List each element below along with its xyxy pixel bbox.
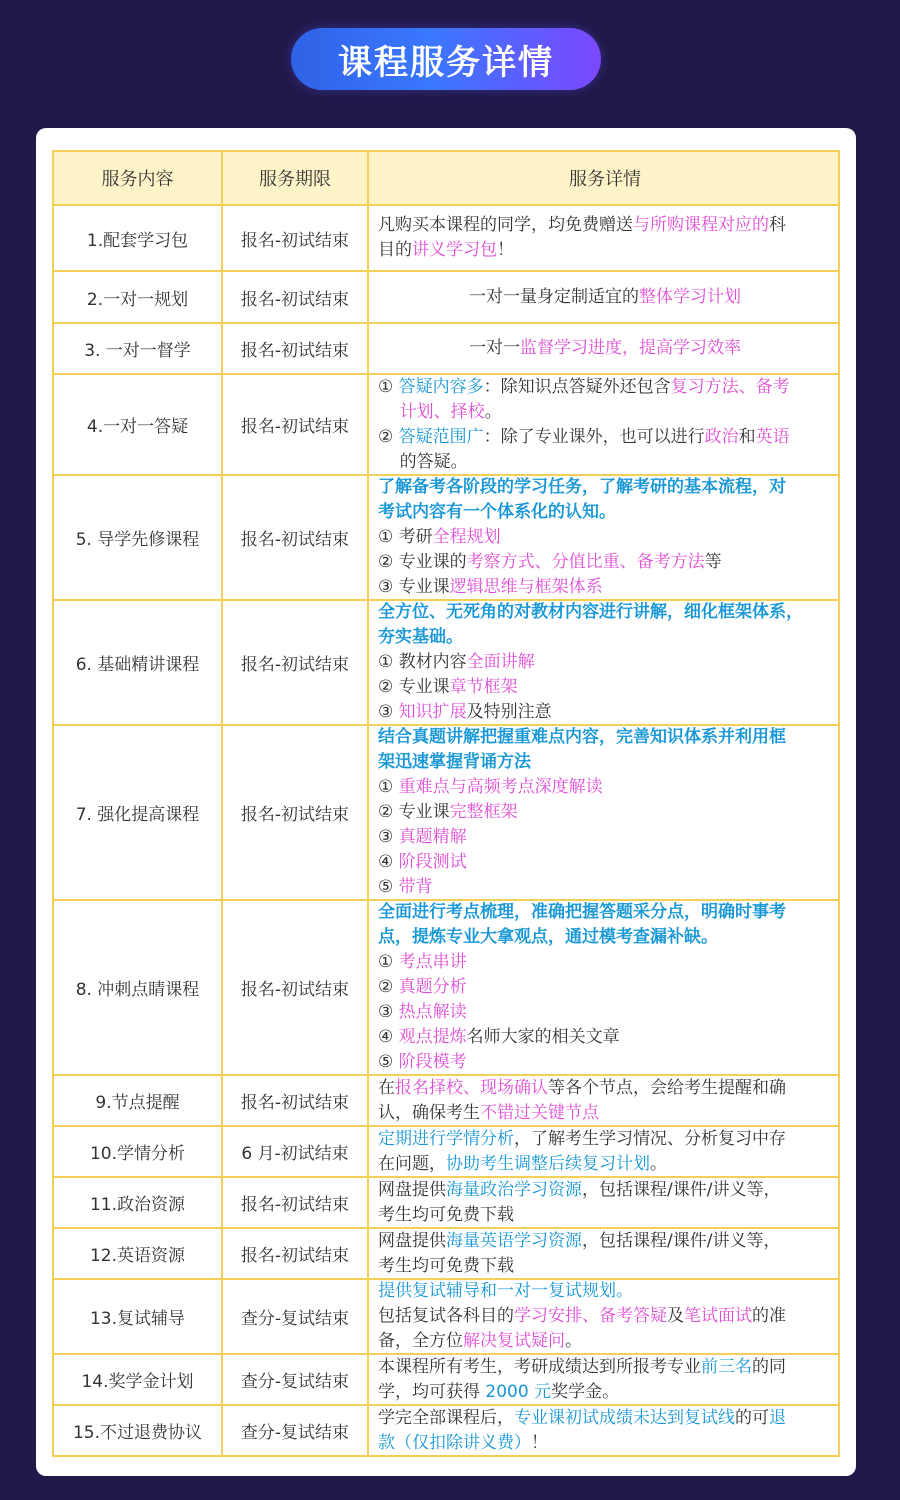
- detail-line: [378, 1178, 780, 1203]
- detail-text: 了解备考各阶段的学习任务，了解考研的基本流程，对: [378, 477, 786, 497]
- service-period: 报名-初试结束: [223, 726, 369, 901]
- detail-text: 热点解读: [398, 1002, 467, 1022]
- detail-text: 款（仅扣除讲义费）: [378, 1432, 531, 1453]
- detail-line: [378, 1355, 786, 1380]
- detail-text: ④: [378, 852, 399, 872]
- detail-line: [378, 1431, 786, 1456]
- detail-line: [378, 1127, 786, 1152]
- service-detail: [369, 901, 840, 1076]
- table-row: [54, 476, 840, 601]
- detail-text: 在问题，: [378, 1153, 446, 1174]
- service-detail: [369, 1229, 840, 1280]
- service-name: 7. 强化提高课程: [54, 726, 223, 901]
- detail-line: [469, 285, 741, 310]
- detail-text: 备，全方位: [378, 1331, 463, 1351]
- detail-line: [378, 900, 786, 925]
- detail-text: 解决复试疑问: [463, 1331, 565, 1351]
- service-name: 5. 导学先修课程: [54, 476, 223, 601]
- table-row: [54, 324, 840, 375]
- detail-text: 带背: [398, 877, 433, 897]
- detail-text: ⑤: [378, 1052, 399, 1072]
- detail-text: 海量政治学习资源: [446, 1179, 582, 1200]
- service-detail: [369, 206, 840, 272]
- detail-text: 考察方式、分值比重、备考方法: [466, 552, 705, 572]
- detail-text: 知识扩展: [398, 702, 467, 722]
- table-row: [54, 601, 840, 726]
- table-row: [54, 1406, 840, 1457]
- detail-line: [378, 625, 803, 650]
- detail-line: [378, 375, 790, 400]
- service-period: 报名-初试结束: [223, 206, 369, 272]
- service-detail: [369, 476, 840, 601]
- service-detail: [369, 1355, 840, 1406]
- service-name: 8. 冲刺点睛课程: [54, 901, 223, 1076]
- detail-line: [378, 400, 790, 425]
- detail-text: 的答疑。: [378, 451, 468, 472]
- service-period: 报名-初试结束: [223, 272, 369, 324]
- detail-line: [378, 825, 786, 850]
- service-period: 6 月-初试结束: [223, 1127, 369, 1178]
- detail-line: [378, 600, 803, 625]
- detail-text: 及特别注意: [466, 702, 552, 722]
- detail-text: 一对一量身定制适宜的: [469, 286, 639, 307]
- detail-line: [378, 700, 803, 725]
- detail-line: [378, 1000, 786, 1025]
- detail-text: ，包括课程/课件/讲义等，: [582, 1230, 781, 1251]
- service-name: 9.节点提醒: [54, 1076, 223, 1127]
- detail-line: [378, 1025, 786, 1050]
- detail-text: 真题精解: [398, 827, 467, 847]
- detail-text: ② 专业课: [378, 802, 450, 822]
- detail-text: 英语: [755, 426, 790, 447]
- service-name: 3. 一对一督学: [54, 324, 223, 375]
- detail-line: [378, 238, 786, 263]
- detail-line: [469, 336, 741, 361]
- detail-line: [378, 1152, 786, 1177]
- detail-line: [378, 475, 786, 500]
- table-row: [54, 1229, 840, 1280]
- table-row: [54, 1178, 840, 1229]
- detail-line: [378, 1329, 786, 1354]
- detail-line: [378, 1229, 780, 1254]
- detail-text: 网盘提供: [378, 1179, 446, 1200]
- detail-text: 一对一: [469, 338, 520, 358]
- detail-text: 阶段模考: [398, 1052, 467, 1072]
- detail-text: ④: [378, 1027, 399, 1047]
- service-period: 查分-复试结束: [223, 1355, 369, 1406]
- service-detail: [369, 324, 840, 375]
- service-name: 1.配套学习包: [54, 206, 223, 272]
- service-name: 13.复试辅导: [54, 1280, 223, 1355]
- detail-text: ⑤: [378, 877, 399, 897]
- service-table: [52, 150, 840, 1457]
- detail-text: 学习安排、备考答疑: [514, 1306, 667, 1326]
- detail-text: 讲义学习包: [412, 240, 497, 260]
- detail-text: 真题分析: [398, 977, 467, 997]
- table-body: [54, 206, 840, 1457]
- detail-text: ①: [378, 376, 399, 397]
- detail-line: [378, 775, 786, 800]
- detail-text: 答疑范围广: [398, 426, 484, 447]
- detail-text: 凡购买本课程的同学，均免费赠送: [378, 215, 633, 235]
- detail-line: [378, 1380, 786, 1405]
- detail-text: 在: [378, 1077, 395, 1098]
- detail-text: 的准: [752, 1306, 786, 1326]
- detail-text: 学完全部课程后，: [378, 1407, 514, 1428]
- detail-text: 点，提炼专业大拿观点，通过模考查漏补缺。: [378, 927, 718, 947]
- service-period: 报名-初试结束: [223, 324, 369, 375]
- detail-text: 夯实基础。: [378, 627, 463, 647]
- service-detail: [369, 1076, 840, 1127]
- service-period: 报名-初试结束: [223, 601, 369, 726]
- detail-line: [378, 800, 786, 825]
- table-row: [54, 1127, 840, 1178]
- detail-text: 监督学习进度，提高学习效率: [520, 338, 741, 358]
- table-row: [54, 1355, 840, 1406]
- detail-text: ③ 专业课: [378, 577, 450, 597]
- service-name: 15.不过退费协议: [54, 1406, 223, 1457]
- detail-text: 完整框架: [449, 802, 518, 822]
- service-name: 6. 基础精讲课程: [54, 601, 223, 726]
- detail-text: 网盘提供: [378, 1230, 446, 1251]
- detail-text: 。: [650, 1153, 667, 1174]
- detail-text: 全方位、无死角的对教材内容进行讲解，细化框架体系，: [378, 602, 803, 622]
- detail-text: 和: [738, 426, 756, 447]
- detail-text: ②: [378, 426, 399, 447]
- detail-text: ！: [497, 240, 514, 260]
- table-row: [54, 726, 840, 901]
- detail-text: ①: [378, 777, 399, 797]
- detail-line: [378, 675, 803, 700]
- detail-line: [378, 1254, 780, 1279]
- detail-line: [378, 450, 790, 475]
- service-name: 12.英语资源: [54, 1229, 223, 1280]
- detail-text: 前三名: [701, 1356, 752, 1377]
- detail-text: 名师大家的相关文章: [466, 1027, 620, 1047]
- detail-text: 2000 元: [485, 1381, 552, 1402]
- table-row: [54, 272, 840, 324]
- detail-text: 政治: [704, 426, 739, 447]
- service-detail: [369, 375, 840, 476]
- detail-line: [378, 875, 786, 900]
- detail-text: 科: [769, 215, 786, 235]
- service-detail: [369, 1178, 840, 1229]
- detail-text: 海量英语学习资源: [446, 1230, 582, 1251]
- service-detail: [369, 1406, 840, 1457]
- service-name: 10.学情分析: [54, 1127, 223, 1178]
- table-row: [54, 1076, 840, 1127]
- detail-line: [378, 500, 786, 525]
- detail-text: 提供复试辅导和一对一复试规划。: [378, 1281, 633, 1301]
- detail-text: ，了解考生学习情况、分析复习中存: [514, 1128, 786, 1149]
- detail-text: 的同: [752, 1356, 786, 1377]
- detail-text: 观点提炼: [398, 1027, 467, 1047]
- table-row: [54, 901, 840, 1076]
- service-name: 14.奖学金计划: [54, 1355, 223, 1406]
- header-service-detail: 服务详情: [369, 152, 840, 206]
- detail-text: 全面进行考点梳理，准确把握答题采分点，明确时事考: [378, 902, 786, 922]
- detail-text: 协助考生调整后续复习计划: [446, 1153, 650, 1174]
- detail-text: 结合真题讲解把握重难点内容，完善知识体系并利用框: [378, 727, 786, 747]
- detail-text: 章节框架: [449, 677, 518, 697]
- detail-text: 。: [484, 401, 502, 422]
- detail-text: ②: [378, 977, 399, 997]
- detail-text: 不错过关键节点: [480, 1102, 599, 1123]
- table-row: [54, 1280, 840, 1355]
- detail-text: 定期进行学情分析: [378, 1128, 514, 1149]
- detail-text: 考生均可免费下载: [378, 1204, 514, 1225]
- detail-text: 目的: [378, 240, 412, 260]
- detail-text: 奖学金。: [551, 1381, 620, 1402]
- detail-text: 计划、择校: [399, 401, 485, 422]
- detail-text: ：除知识点答疑外还包含: [483, 376, 671, 397]
- detail-line: [378, 1050, 786, 1075]
- detail-text: 重难点与高频考点深度解读: [398, 777, 603, 797]
- detail-line: [378, 950, 786, 975]
- detail-line: [378, 525, 786, 550]
- detail-text: ③: [378, 1002, 399, 1022]
- detail-line: [378, 850, 786, 875]
- table-row: [54, 375, 840, 476]
- service-detail: [369, 601, 840, 726]
- detail-line: [378, 425, 790, 450]
- detail-text: 复习方法、备考: [670, 376, 790, 397]
- service-name: 11.政治资源: [54, 1178, 223, 1229]
- detail-text: 考点串讲: [398, 952, 467, 972]
- detail-text: 。: [565, 1331, 582, 1351]
- detail-text: ，包括课程/课件/讲义等，: [582, 1179, 781, 1200]
- detail-text: ！: [531, 1432, 548, 1453]
- detail-text: 考试内容有一个体系化的认知。: [378, 502, 616, 522]
- detail-line: [378, 1304, 786, 1329]
- detail-text: 认，确保考生: [378, 1102, 480, 1123]
- service-detail: [369, 1280, 840, 1355]
- service-period: 查分-复试结束: [223, 1406, 369, 1457]
- detail-text: 整体学习计划: [639, 286, 741, 307]
- detail-line: [378, 1101, 786, 1126]
- detail-text: ① 考研: [378, 527, 433, 547]
- detail-line: [378, 1076, 786, 1101]
- service-detail: [369, 726, 840, 901]
- detail-text: 退: [769, 1407, 786, 1428]
- detail-line: [378, 725, 786, 750]
- detail-line: [378, 1279, 786, 1304]
- detail-text: [378, 402, 400, 422]
- detail-text: 报名择校、现场确认: [395, 1077, 548, 1098]
- detail-text: 及: [667, 1306, 684, 1326]
- service-period: 报名-初试结束: [223, 901, 369, 1076]
- detail-line: [378, 750, 786, 775]
- detail-line: [378, 1406, 786, 1431]
- table-row: [54, 206, 840, 272]
- detail-line: [378, 975, 786, 1000]
- detail-text: 阶段测试: [398, 852, 467, 872]
- detail-text: ③: [378, 827, 399, 847]
- detail-text: 架迅速掌握背诵方法: [378, 752, 531, 772]
- detail-text: 全程规划: [432, 527, 501, 547]
- detail-text: 包括复试各科目的: [378, 1306, 514, 1326]
- detail-text: ② 专业课的: [378, 552, 467, 572]
- service-name: 4.一对一答疑: [54, 375, 223, 476]
- detail-text: 等各个节点，会给考生提醒和确: [548, 1077, 786, 1098]
- detail-text: ①: [378, 952, 399, 972]
- detail-text: 逻辑思维与框架体系: [449, 577, 603, 597]
- detail-text: ：除了专业课外，也可以进行: [483, 426, 705, 447]
- detail-line: [378, 213, 786, 238]
- detail-text: 学，均可获得: [378, 1381, 486, 1402]
- service-period: 报名-初试结束: [223, 1229, 369, 1280]
- detail-text: ③: [378, 702, 399, 722]
- detail-text: 与所购课程对应的: [633, 215, 769, 235]
- page-title: 课程服务详情: [291, 28, 601, 90]
- detail-text: 考生均可免费下载: [378, 1255, 514, 1276]
- detail-text: 答疑内容多: [398, 376, 484, 397]
- detail-text: 的可: [735, 1407, 769, 1428]
- detail-line: [378, 550, 786, 575]
- service-period: 报名-初试结束: [223, 1076, 369, 1127]
- service-detail: [369, 1127, 840, 1178]
- service-period: 报名-初试结束: [223, 476, 369, 601]
- service-period: 报名-初试结束: [223, 375, 369, 476]
- header-service-period: 服务期限: [223, 152, 369, 206]
- detail-text: 笔试面试: [684, 1306, 752, 1326]
- detail-line: [378, 575, 786, 600]
- table-header-row: [54, 152, 840, 206]
- detail-text: 专业课初试成绩未达到复试线: [514, 1407, 735, 1428]
- service-period: 查分-复试结束: [223, 1280, 369, 1355]
- detail-text: ② 专业课: [378, 677, 450, 697]
- detail-text: 等: [704, 552, 722, 572]
- detail-line: [378, 1203, 780, 1228]
- detail-text: ① 教材内容: [378, 652, 467, 672]
- header-service-content: 服务内容: [54, 152, 223, 206]
- service-period: 报名-初试结束: [223, 1178, 369, 1229]
- detail-text: 本课程所有考生，考研成绩达到所报考专业: [378, 1356, 701, 1377]
- service-detail: [369, 272, 840, 324]
- detail-text: 全面讲解: [466, 652, 535, 672]
- detail-line: [378, 925, 786, 950]
- detail-line: [378, 650, 803, 675]
- service-name: 2.一对一规划: [54, 272, 223, 324]
